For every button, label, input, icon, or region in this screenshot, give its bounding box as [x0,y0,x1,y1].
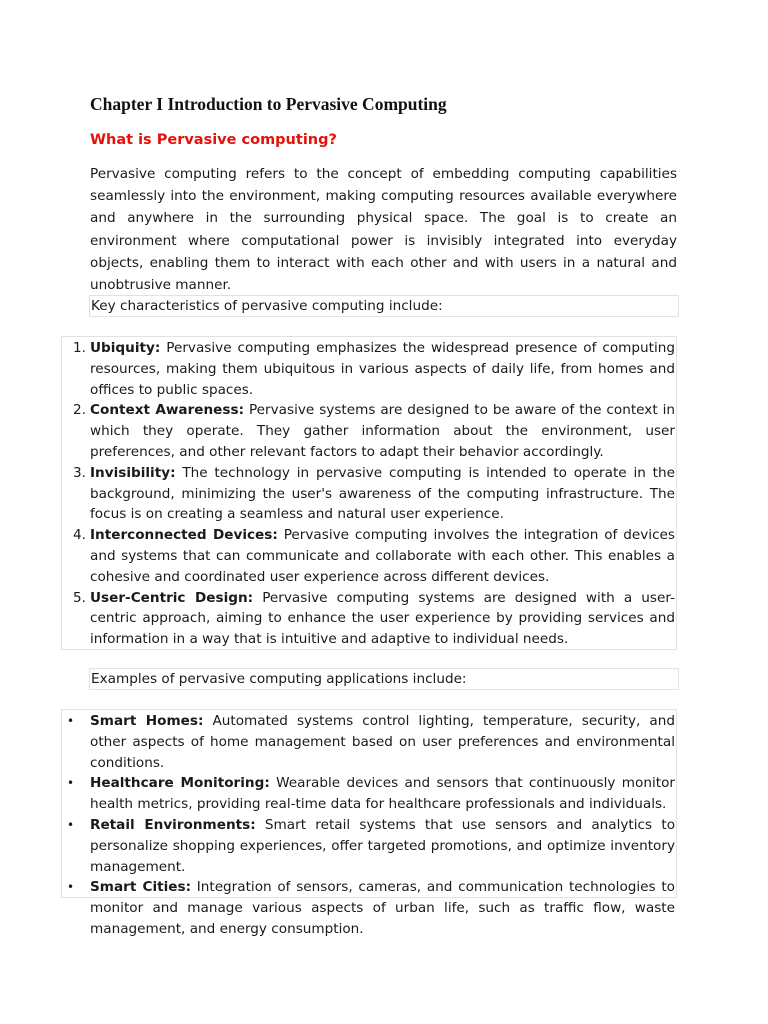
list-term: Context Awareness: [90,402,245,419]
list-term: User-Centric Design: [90,589,254,606]
list-text: Wearable devices and sensors that continuously monitor health metrics, providing real-time data for healthcare professionals and individuals. [90,775,675,813]
list-text: Smart retail systems that use sensors and analytics to personalize shopping experiences, offer targeted promotions, and optimize inventory management. [90,816,676,875]
list-item [62,400,676,462]
bullet-icon: • [67,880,75,895]
list-text: Integration of sensors, cameras, and communication technologies to monitor and manage various aspects of urban life, such as traffic flow, waste management, and energy consumption. [90,879,675,937]
list-item [62,877,676,939]
list-text: The technology in pervasive computing is intended to operate in the background, minimizing the user's awareness of the computing infrastructure. The focus is on creating a seamless and natural user experience. [90,464,675,523]
list-term: Smart Homes: [90,713,204,729]
chapter-title: Chapter I Introduction to Pervasive Computing [90,94,447,114]
list-text: Pervasive computing involves the integration of devices and systems that can communicate and collaborate with each other. This enables a cohesive and coordinated user experience across different devices. [90,527,675,585]
list-term: Retail Environments: [90,816,256,833]
list-number: 1. [73,340,86,356]
list-term: Invisibility: [90,464,176,481]
list-number: 2. [73,402,86,419]
list-item [62,463,676,525]
list-number: 4. [73,527,86,544]
list-term: Interconnected Devices: [90,527,278,544]
list-item [62,338,676,400]
applications-lead: Examples of pervasive computing applications include: [89,668,679,690]
bullet-icon: • [67,817,75,832]
list-item [62,525,676,587]
list-text: Pervasive computing emphasizes the widespread presence of computing resources, making them ubiquitous in various aspects of daily life, from homes and offices to public spaces. [90,340,675,398]
characteristics-lead: Key characteristics of pervasive computing include: [89,295,679,317]
list-number: 3. [73,464,86,481]
list-item [62,711,676,773]
list-text: Pervasive systems are designed to be aware of the context in which they operate. They gather information about the environment, user preferences, and other relevant factors to adapt their behavior accordingly. [90,402,675,460]
applications-list [61,709,677,937]
list-term: Healthcare Monitoring: [90,775,270,792]
bullet-icon: • [67,714,75,728]
section-heading: What is Pervasive computing? [90,132,337,148]
list-text: Automated systems control lighting, temperature, security, and other aspects of home management based on user preferences and environmental conditions. [90,713,675,771]
intro-paragraph: Pervasive computing refers to the concept of embedding computing capabilities seamlessly into the environment, making computing resources available everywhere and anywhere in the surrounding physical space. The goal is to create an environment where computational power is invisibly integrated into everyday objects, enabling them to interact with each other and with users in a natural and unobtrusive manner. [90,166,677,294]
list-item [62,815,676,877]
list-number: 5. [73,589,86,606]
list-text: Pervasive computing systems are designed with a user-centric approach, aiming to enhance the user experience by providing services and information in a way that is intuitive and adaptive to individual needs. [90,589,675,648]
list-term: Ubiquity: [90,340,161,356]
characteristics-list [61,336,677,650]
list-item [62,773,676,815]
bullet-icon: • [67,776,75,791]
list-item [62,588,676,650]
list-term: Smart Cities: [90,879,192,896]
